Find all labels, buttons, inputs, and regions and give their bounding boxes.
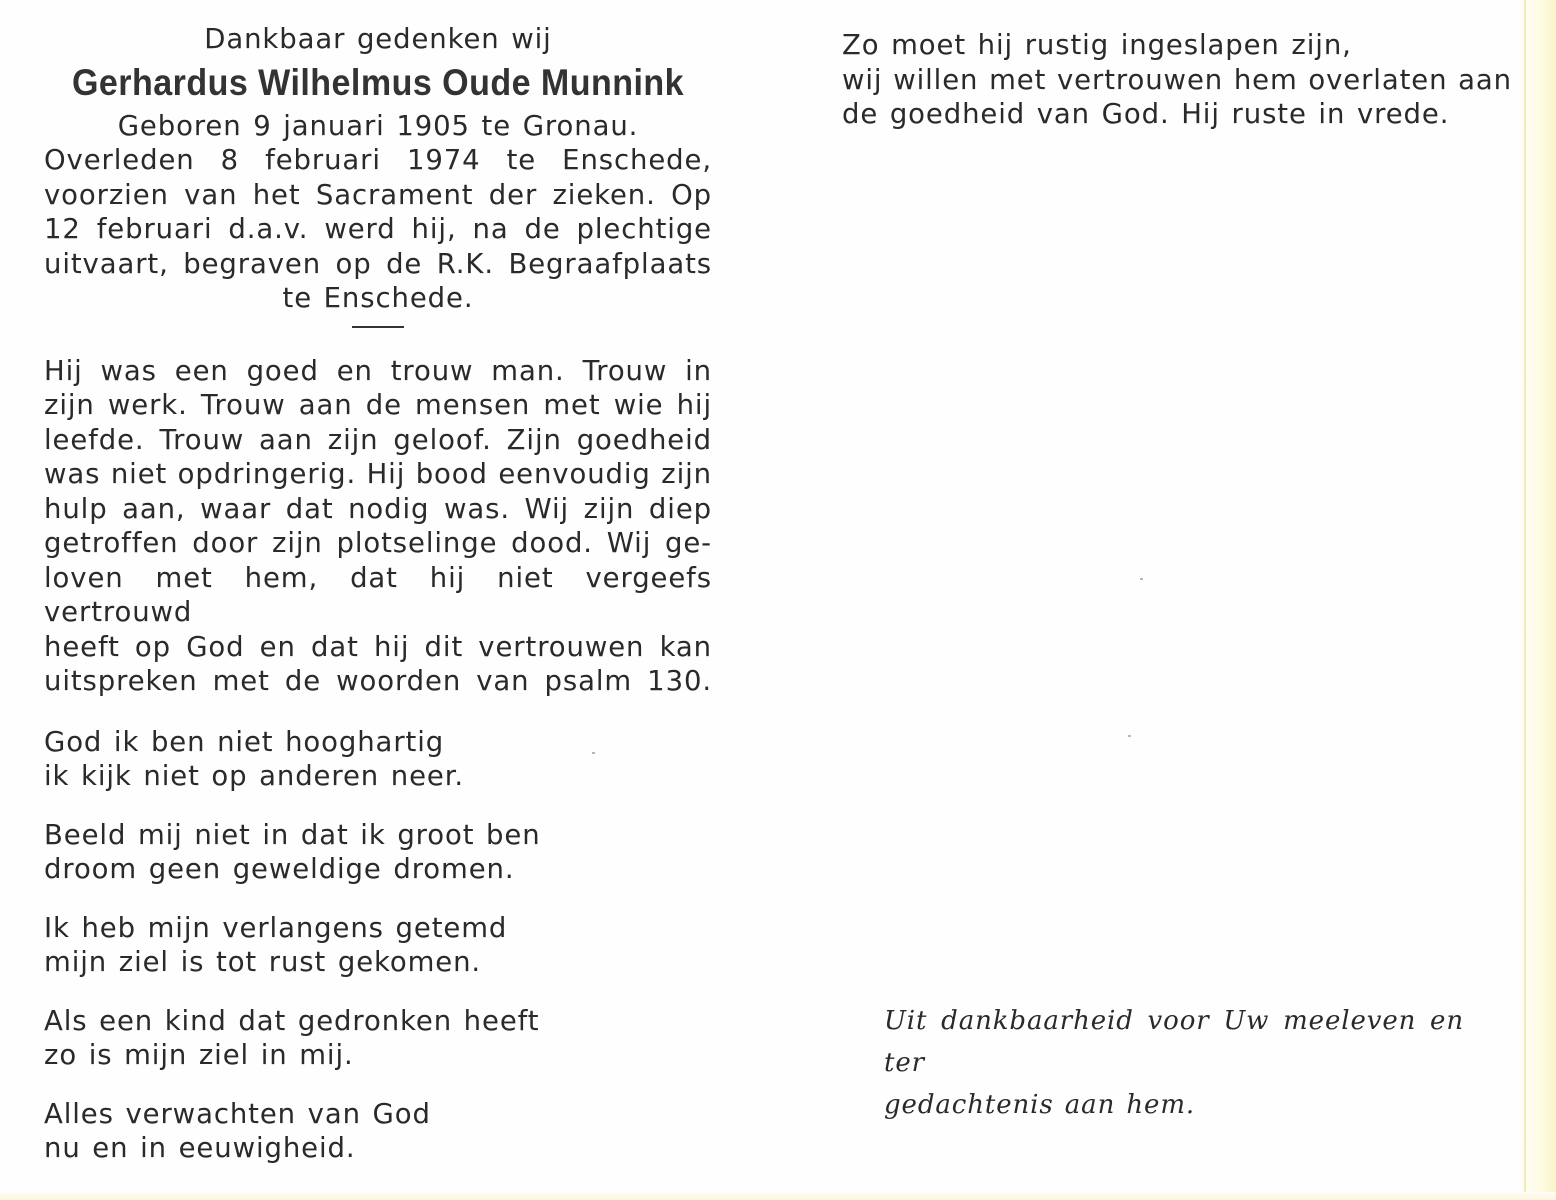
psalm-line: mijn ziel is tot rust gekomen. — [44, 946, 482, 978]
thanks-line: gedachtenis aan hem. — [884, 1090, 1196, 1120]
tribute-line: getroffen door zijn plotselinge dood. Wij ge- — [44, 527, 712, 559]
paper-edge-right — [1522, 0, 1556, 1200]
biography — [44, 109, 712, 316]
psalm-stanza — [44, 911, 712, 980]
psalm-line: nu en in eeuwigheid. — [44, 1132, 356, 1164]
closing-line: de goedheid van God. Hij ruste in vrede. — [842, 98, 1450, 130]
bio-line: Geboren 9 januari 1905 te Gronau. — [117, 109, 639, 142]
closing-line: wij willen met vertrouwen hem overlaten aan — [842, 63, 1512, 96]
left-column — [44, 22, 712, 1166]
tribute-line: was niet opdringerig. Hij bood eenvoudig zijn — [44, 458, 712, 490]
thanks-note — [884, 1000, 1464, 1126]
psalm-stanza — [44, 1004, 712, 1073]
print-speck — [1140, 578, 1143, 580]
tribute-line: heeft op God en dat hij dit vertrouwen kan — [44, 630, 712, 663]
deceased-name: Gerhardus Wilhelmus Oude Munnink — [71, 61, 685, 103]
tribute-line: uitspreken met de woorden van psalm 130. — [44, 665, 712, 697]
bio-line: voorzien van het Sacrament der zieken. Op — [44, 178, 712, 211]
tribute-line: hulp aan, waar dat nodig was. Wij zijn diep — [44, 492, 712, 525]
psalm-line: Alles verwachten van God — [44, 1097, 431, 1130]
divider — [352, 326, 404, 328]
psalm-stanza — [44, 725, 712, 794]
bio-line: Overleden 8 februari 1974 te Enschede, — [44, 144, 712, 176]
print-speck — [592, 752, 595, 754]
psalm-line: Als een kind dat gedronken heeft — [44, 1004, 540, 1037]
tribute-line: leefde. Trouw aan zijn geloof. Zijn goedheid — [44, 423, 712, 456]
psalm-line: God ik ben niet hooghartig — [44, 725, 445, 758]
thanks-line: Uit dankbaarheid voor Uw meeleven en ter — [884, 1006, 1464, 1078]
psalm-line: ik kijk niet op anderen neer. — [44, 760, 465, 792]
tribute-line: zijn werk. Trouw aan de mensen met wie hij — [44, 389, 712, 421]
psalm-line: zo is mijn ziel in mij. — [44, 1039, 354, 1071]
right-column — [842, 28, 1512, 132]
psalm-stanza — [44, 1097, 712, 1166]
psalm-line: Ik heb mijn verlangens getemd — [44, 911, 508, 944]
intro-line: Dankbaar gedenken wij — [204, 23, 552, 55]
closing-line: Zo moet hij rustig ingeslapen zijn, — [842, 29, 1352, 61]
tribute-line: Hij was een goed en trouw man. Trouw in — [44, 354, 712, 387]
bio-line: uitvaart, begraven op de R.K. Begraafplaats — [44, 247, 712, 280]
tribute-line: loven met hem, dat hij niet vergeefs vertrouwd — [44, 561, 712, 628]
bio-line: 12 februari d.a.v. werd hij, na de plechtige — [44, 213, 712, 245]
tribute-paragraph — [44, 354, 712, 699]
paper-edge-bottom — [0, 1192, 1556, 1200]
psalm-line: droom geen geweldige dromen. — [44, 853, 515, 885]
paper-fold-line — [1524, 0, 1526, 1200]
psalm-stanza — [44, 818, 712, 887]
print-speck — [1128, 735, 1131, 737]
bio-line: te Enschede. — [282, 282, 474, 314]
psalm-line: Beeld mij niet in dat ik groot ben — [44, 818, 541, 851]
psalm-verses — [44, 725, 712, 1166]
